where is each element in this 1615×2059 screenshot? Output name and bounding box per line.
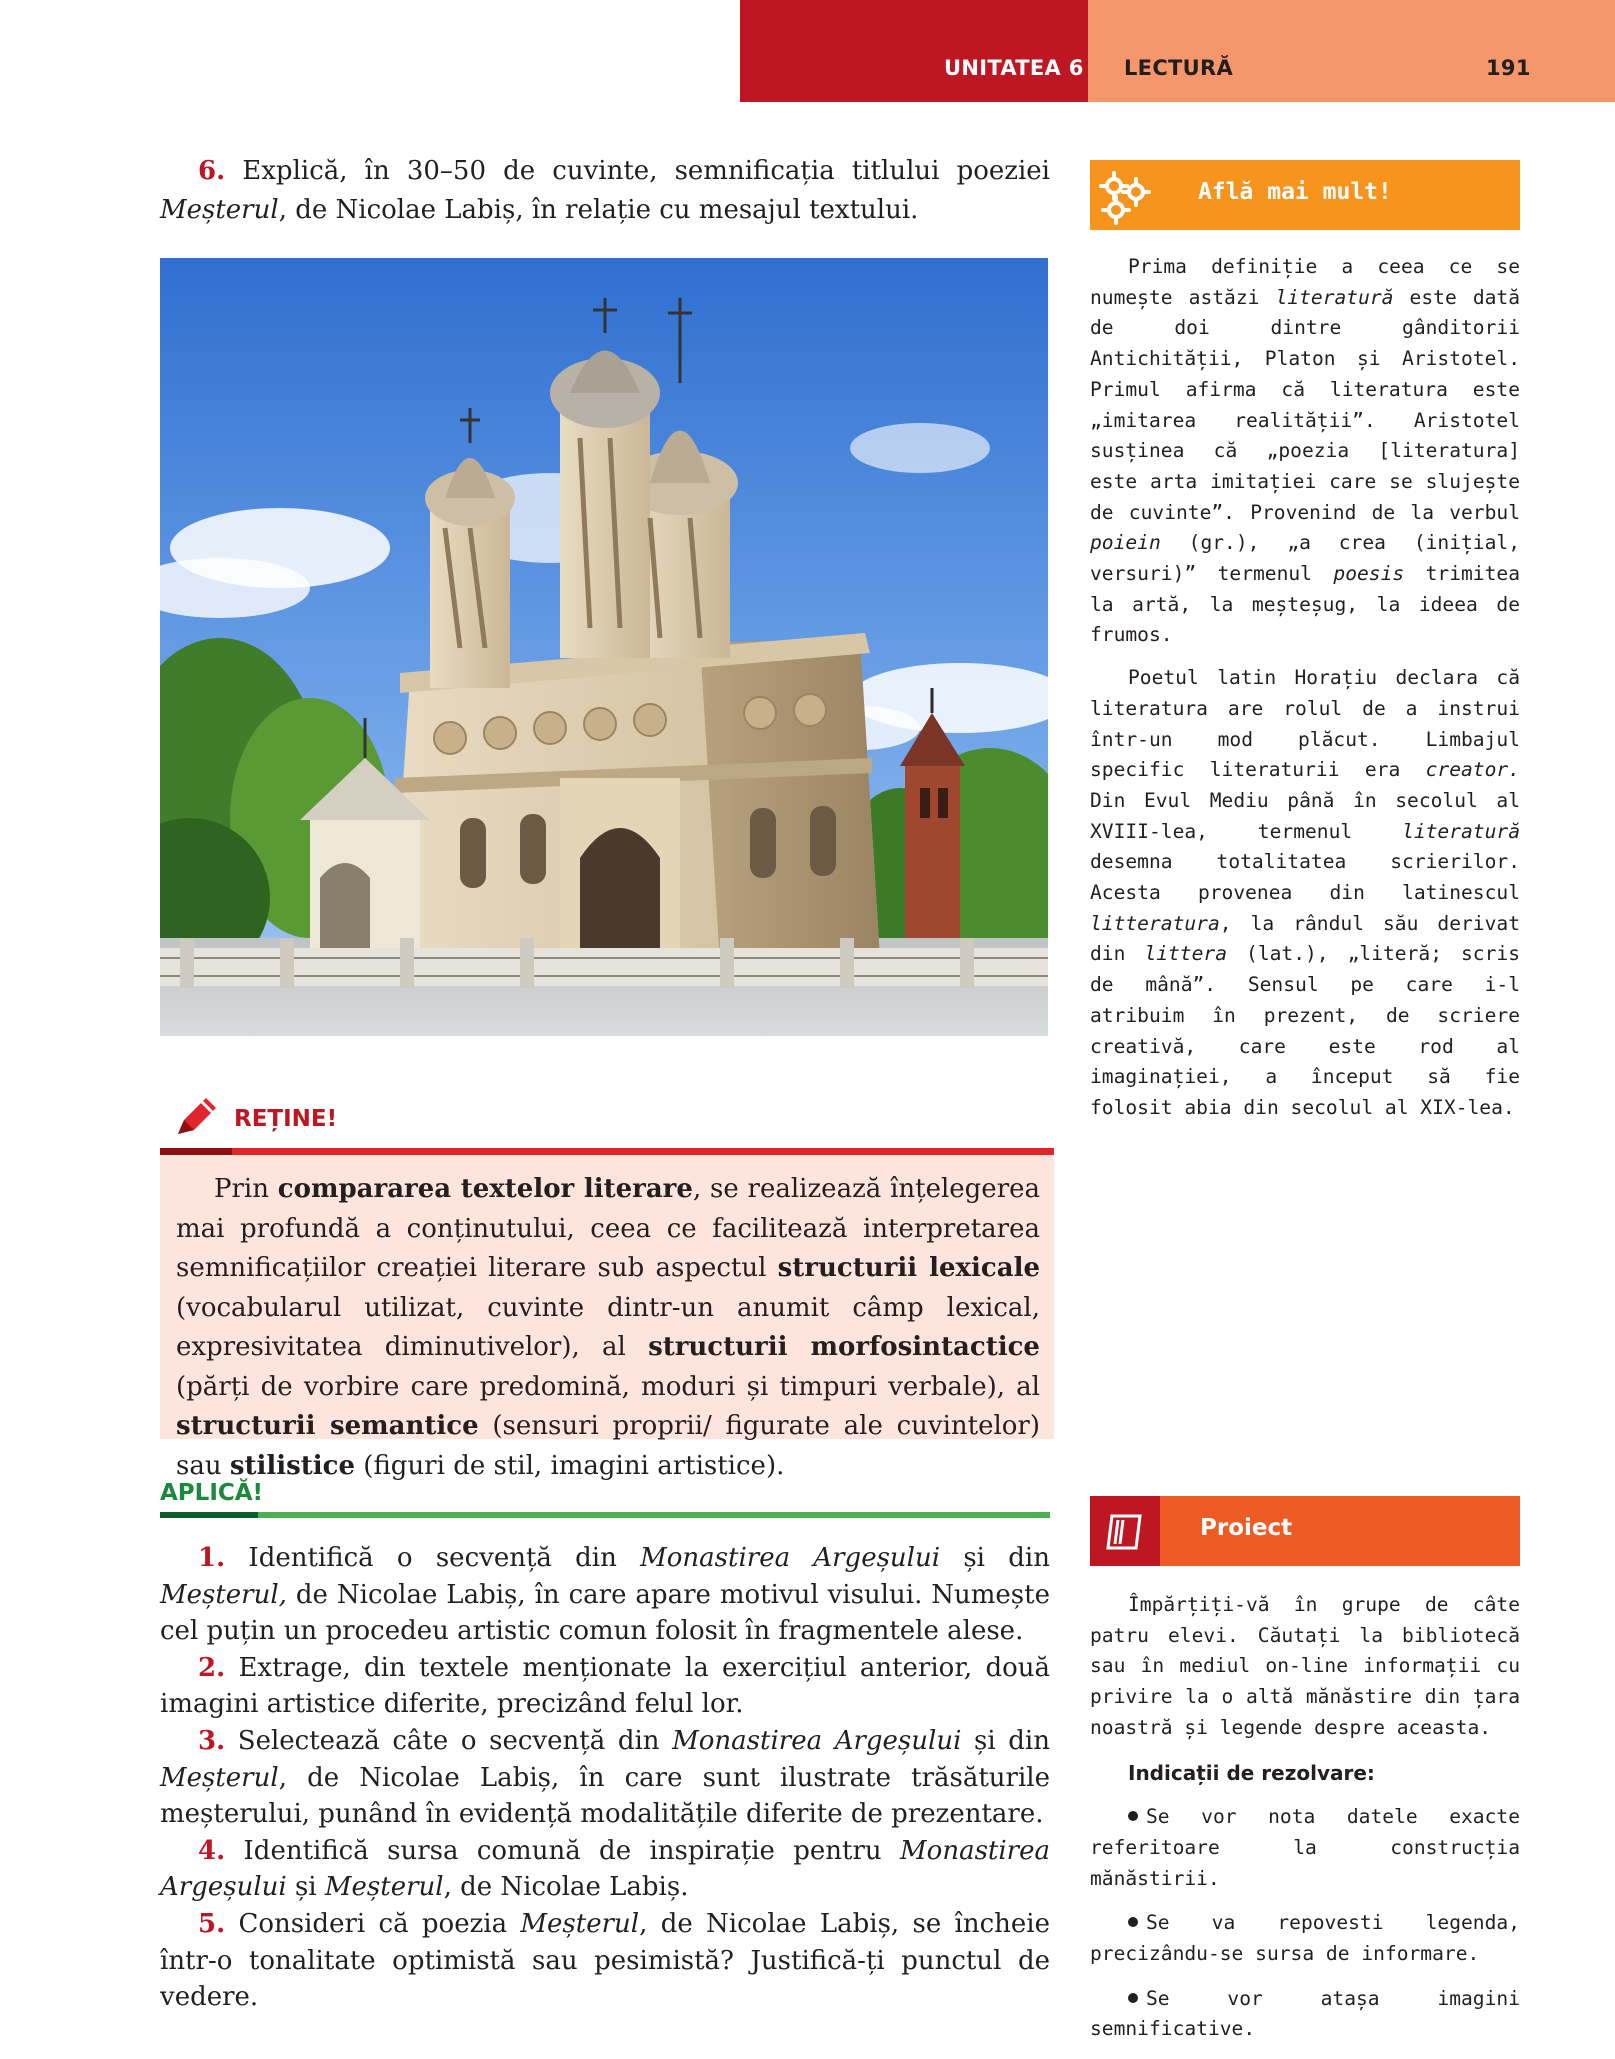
text-run: stilistice [229, 1450, 356, 1481]
info-title: Află mai mult! [1198, 179, 1392, 205]
text-run: și din [961, 1725, 1050, 1756]
aplica-rule [258, 1512, 1050, 1518]
text-run: Monastirea Argeșului [640, 1543, 941, 1573]
bullet-dot-icon [1128, 1917, 1138, 1927]
text-run: literatură [1402, 819, 1520, 843]
book-icon [1104, 1510, 1146, 1552]
proiect-bullet-3 [1090, 1984, 1520, 2045]
text-run: (părți de vorbire care predomină, moduri și timpuri verbale), al [176, 1371, 1040, 1402]
text-run: creator. [1425, 758, 1520, 782]
proiect-bullet-1 [1090, 1802, 1520, 1894]
question-6 [160, 152, 1050, 230]
info-paragraph-1 [1090, 252, 1520, 651]
text-run: poesis [1333, 562, 1405, 586]
text-run: este dată de doi dintre gânditorii Antichității, Platon și Aristotel. Primul afirma că literatura este „imitarea realității”. Aristotel susținea că „poezia [literatura] este arta imitației care se slujește de cuvinte”. Provenind de la verbul [1090, 285, 1521, 524]
aplica-exercise-number: 1. [198, 1543, 226, 1573]
aplica-exercise-number: 5. [198, 1908, 226, 1939]
proiect-intro: Împărțiți-vă în grupe de câte patru elevi. Căutați la bibliotecă sau în mediul on-line informații cu privire la o altă mănăstire din țara noastră și legende despre aceasta. [1090, 1593, 1520, 1739]
retine-title: REȚINE! [234, 1106, 338, 1132]
proiect-text [1090, 1590, 1520, 2059]
header-unit-band [740, 0, 1088, 102]
text-run: Extrage, din textele menționate la exercițiul anterior, două imagini artistice diferite, precizând felul lor. [160, 1652, 1050, 1720]
text-run: , de Nicolae Labiș, se încheie într-o tonalitate optimistă sau pesimistă? Justifică-ți punctul de vedere. [160, 1908, 1050, 2013]
text-run: (sensuri proprii/ figurate ale cuvintelor) sau [176, 1411, 1041, 1481]
aplica-exercise-number: 4. [198, 1835, 226, 1866]
proiect-bullet-1-text: Se vor nota datele exacte referitoare la construcția mănăstirii. [1090, 1805, 1520, 1890]
gears-icon [1096, 168, 1154, 226]
text-run: Meșterul, [160, 1579, 287, 1610]
question-6-number: 6. [198, 156, 226, 186]
text-run: Monastirea Argeșului [672, 1725, 962, 1756]
proiect-bullet-2 [1090, 1908, 1520, 1969]
text-run: și din [940, 1543, 1050, 1573]
pencil-icon [174, 1094, 220, 1138]
proiect-title: Proiect [1200, 1515, 1293, 1541]
text-run: compararea textelor literare [277, 1174, 693, 1204]
text-run: Monastirea Argeșului [160, 1835, 1050, 1903]
text-run: Selectează câte o secvență din [225, 1725, 673, 1756]
text-run: Prin [214, 1174, 278, 1204]
page-number: 191 [1486, 56, 1531, 80]
aplica-exercise-list [160, 1540, 1050, 2016]
text-run: (gr.), „a crea (inițial, versuri)” termenul [1090, 531, 1520, 586]
text-run: desemna totalitatea scrierilor. Acesta provenea din latinescul [1090, 850, 1520, 905]
aplica-exercise-number: 3. [198, 1725, 226, 1756]
text-run: littera [1144, 942, 1227, 966]
text-run: trimitea la artă, la meșteșug, la ideea de frumos. [1090, 562, 1520, 647]
retine-rule-accent [160, 1148, 232, 1155]
text-run: , de Nicolae Labiș, în care sunt ilustrate trăsăturile meșterului, punând în evidență modalitățile diferite de prezentare. [160, 1762, 1050, 1830]
text-run: , se realizează înțelegerea mai profundă a conținutului, ceea ce facilitează interpretarea semnificațiilor creației literare sub aspectul [176, 1174, 1041, 1283]
aplica-exercise-number: 2. [198, 1652, 226, 1683]
aplica-rule-accent [160, 1512, 258, 1518]
text-run: litteratura [1090, 911, 1220, 935]
text-run: (figuri de stil, imagini artistice). [355, 1450, 785, 1481]
proiect-bullet-3-text: Se vor atașa imagini semnificative. [1090, 1986, 1520, 2041]
aplica-exercise-1 [160, 1540, 1050, 1650]
aplica-exercise-5 [160, 1906, 1050, 2016]
text-run: structurii morfosintactice [648, 1332, 1040, 1362]
aplica-title: APLICĂ! [160, 1480, 264, 1506]
aplica-exercise-4 [160, 1833, 1050, 1906]
church-photo [160, 258, 1048, 1036]
text-run: literatură [1275, 285, 1394, 309]
text-run: , de Nicolae Labiș. [443, 1872, 689, 1903]
header-unit: UNITATEA 6 [944, 56, 1084, 80]
text-run: (lat.), „literă; scris de mână”. Sensul pe care i-l atribuim în prezent, de scriere creativă, care este rod al imaginației, a început să fie folosit abia din secolul al XIX-lea. [1090, 942, 1520, 1119]
text-run: Prima definiție a ceea ce se numește astăzi [1090, 255, 1520, 309]
text-run: și [286, 1872, 325, 1903]
text-run: (vocabularul utilizat, cuvinte dintr-un anumit câmp lexical, expresivitatea diminutivelor), al [176, 1292, 1040, 1362]
text-run: , la rândul său derivat din [1090, 911, 1520, 966]
proiect-icon-box [1090, 1496, 1160, 1566]
aplica-exercise-2 [160, 1650, 1050, 1723]
text-run: Identifică sursa comună de inspirație pentru [225, 1835, 901, 1866]
info-header-bar [1090, 160, 1520, 230]
question-6-text-before: Explică, în 30–50 de cuvinte, semnificația titlului poeziei [225, 156, 1050, 186]
retine-text [176, 1170, 1040, 1486]
text-run: poiein [1090, 531, 1161, 555]
aplica-exercise-3 [160, 1723, 1050, 1833]
bullet-dot-icon [1128, 1811, 1138, 1821]
text-run: Identifică o secvență din [225, 1543, 641, 1573]
text-run: Din Evul Mediu până în secolul al XVIII-lea, termenul [1090, 788, 1520, 843]
text-run: de Nicolae Labiș, în care apare motivul visului. Numește cel puțin un procedeu artistic comun folosit în fragmentele alese. [160, 1579, 1050, 1647]
text-run: Meșterul [160, 1762, 279, 1793]
text-run: Meșterul [520, 1908, 640, 1939]
info-text [1090, 252, 1520, 1136]
header-section: LECTURĂ [1124, 56, 1234, 80]
text-run: structurii semantice [176, 1411, 479, 1441]
question-6-title: Meșterul [160, 195, 279, 225]
proiect-hint-title: Indicații de rezolvare: [1128, 1760, 1375, 1785]
bullet-dot-icon [1128, 1993, 1138, 2003]
question-6-text-after: , de Nicolae Labiș, în relație cu mesajul textului. [278, 195, 919, 225]
text-run: Poetul latin Horațiu declara că literatura are rolul de a instrui într-un mod plăcut. Limbajul specific literaturii era [1090, 666, 1520, 782]
info-paragraph-2 [1090, 663, 1520, 1124]
text-run: structurii lexicale [777, 1253, 1040, 1283]
text-run: Consideri că poezia [225, 1908, 521, 1939]
header-section-band [1088, 0, 1615, 102]
text-run: Meșterul [324, 1872, 444, 1903]
proiect-bullet-2-text: Se va repovesti legenda, precizându-se sursa de informare. [1090, 1911, 1520, 1966]
retine-rule [232, 1148, 1054, 1155]
